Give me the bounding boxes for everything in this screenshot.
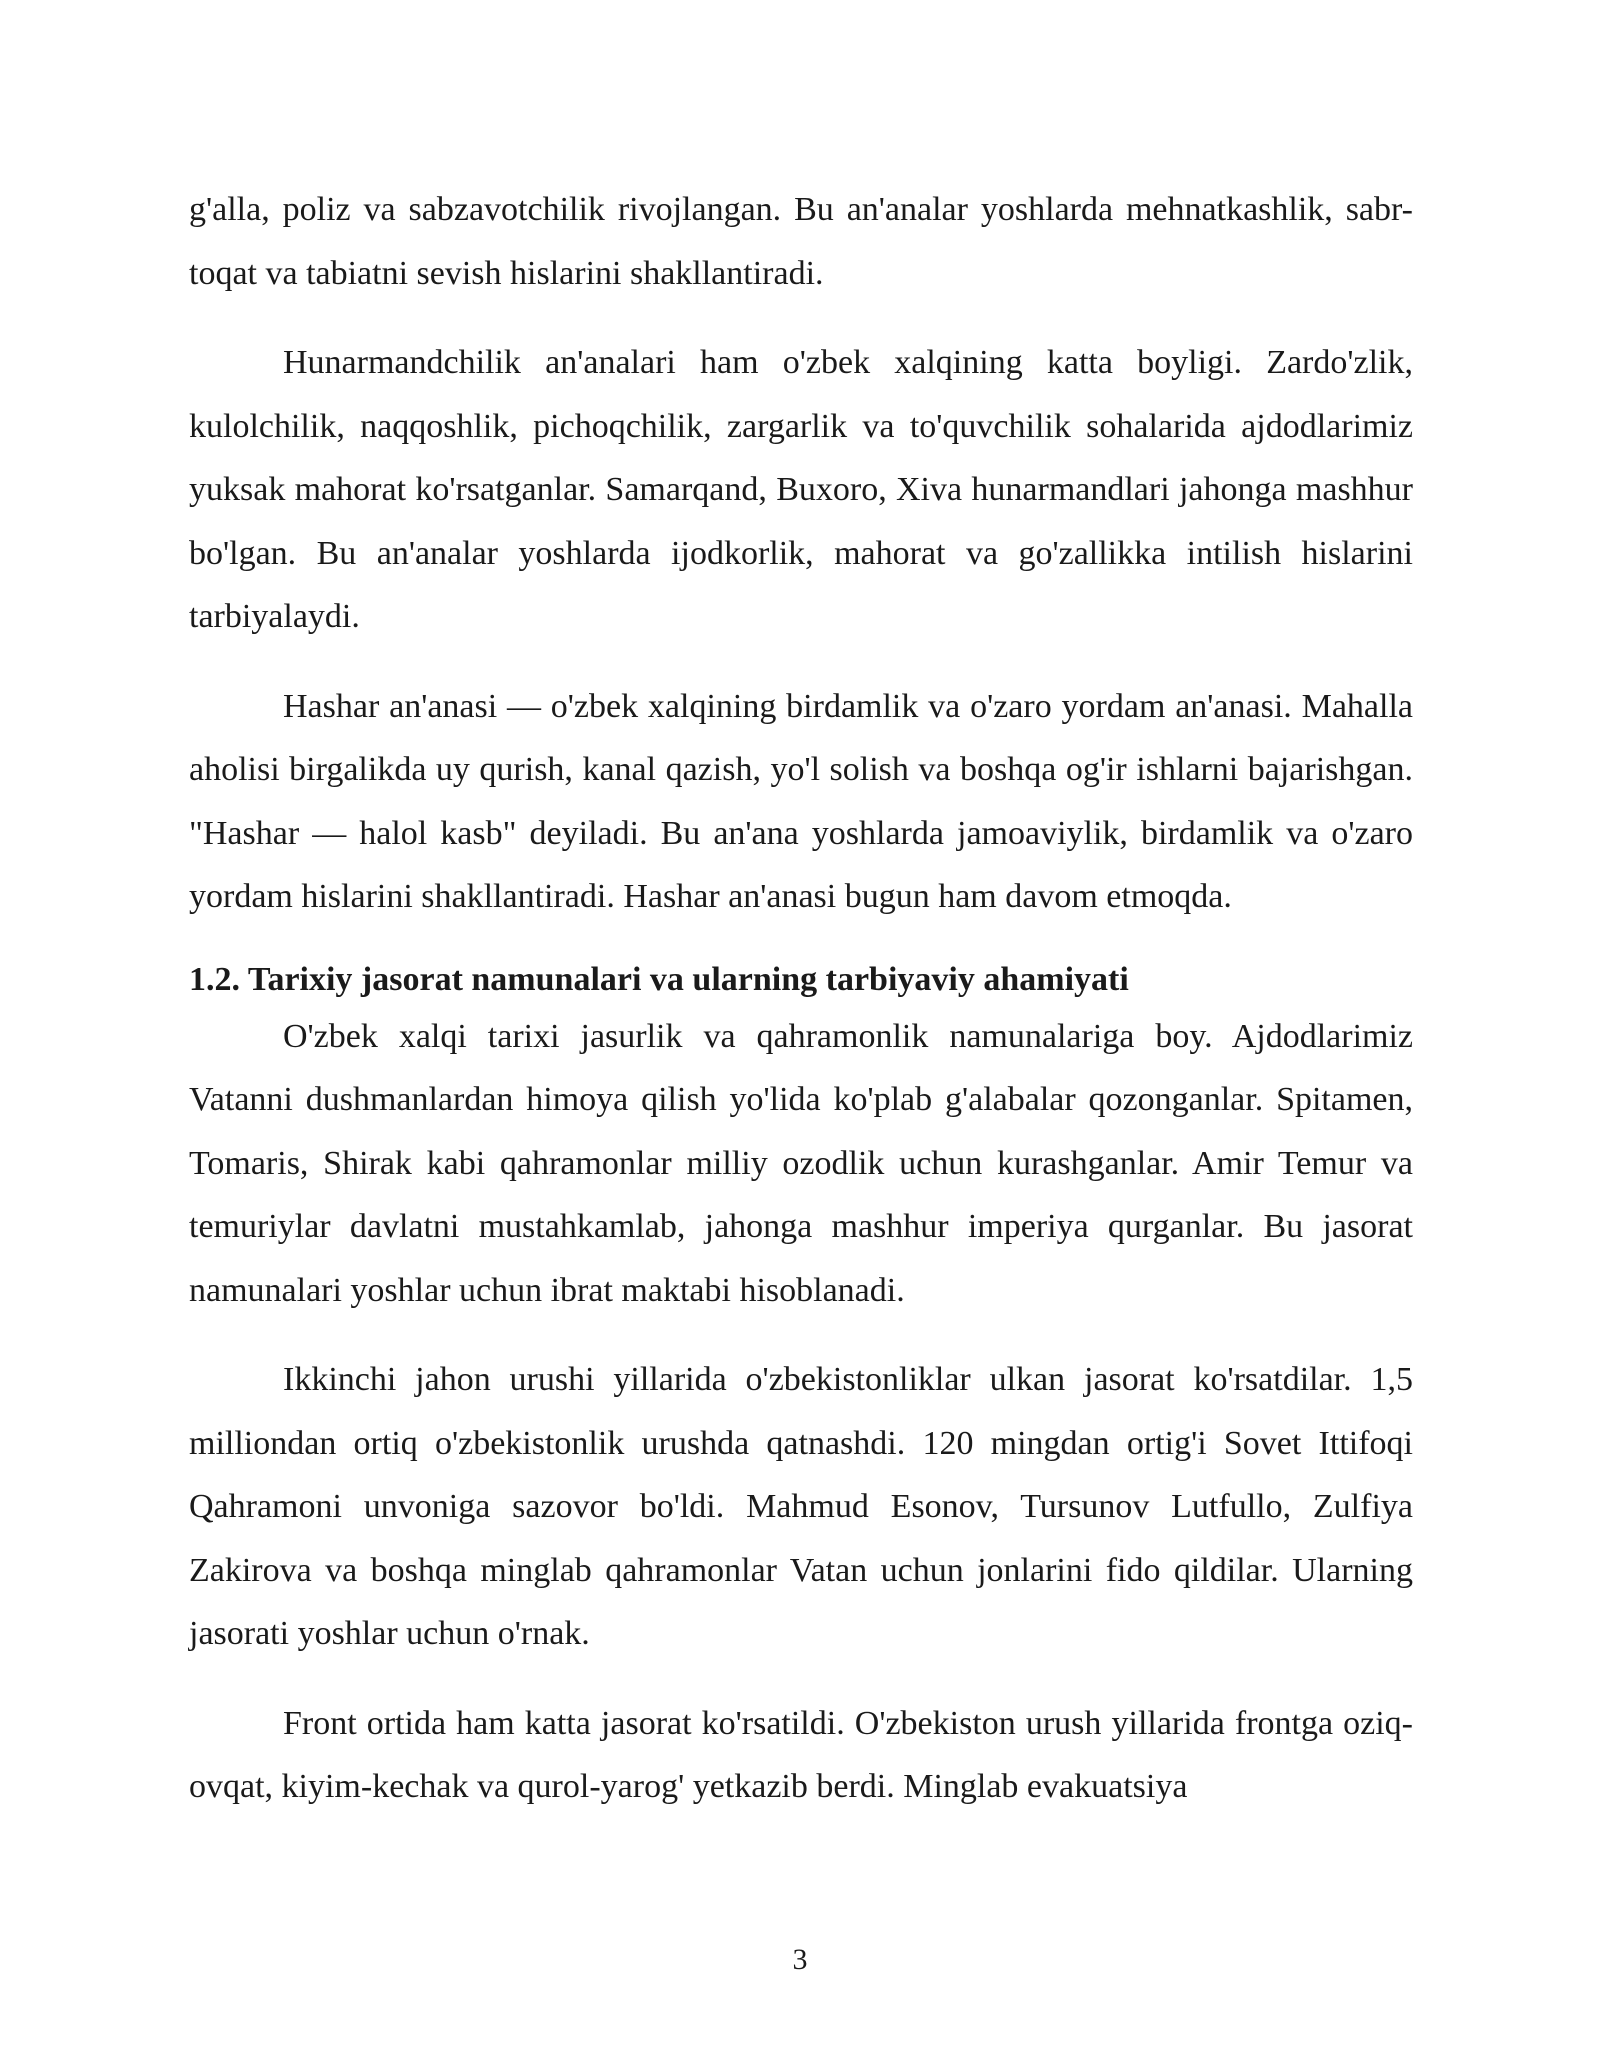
page-body bbox=[189, 178, 1413, 1845]
paragraph-continuation: g'alla, poliz va sabzavotchilik rivojlangan. Bu an'analar yoshlarda mehnatkashlik, sabr-toqat va tabiatni sevish hislarini shakllantiradi. bbox=[189, 191, 1413, 292]
page-number: 3 bbox=[792, 1943, 808, 1976]
paragraph-front-ortida: Front ortida ham katta jasorat ko'rsatildi. O'zbekiston urush yillarida frontga oziq-ovqat, kiyim-kechak va qurol-yarog' yetkazib berdi. Minglab evakuatsiya bbox=[189, 1704, 1413, 1805]
section-heading: 1.2. Tarixiy jasorat namunalari va ularning tarbiyaviy ahamiyati bbox=[189, 960, 1129, 998]
paragraph-hunarmandchilik: Hunarmandchilik an'analari ham o'zbek xalqining katta boyligi. Zardo'zlik, kulolchilik, naqqoshlik, pichoqchilik, zargarlik va to'quvchilik sohalarida ajdodlarimiz yuksak mahorat ko'rsatganlar. Samarqand, Buxoro, Xiva hunarmandlari jahonga mashhur bo'lgan. Bu an'analar yoshlarda ijodkorlik, mahorat va go'zallikka intilish hislarini tarbiyalaydi. bbox=[189, 344, 1413, 635]
paragraph-tarix: O'zbek xalqi tarixi jasurlik va qahramonlik namunalariga boy. Ajdodlarimiz Vatanni dushmanlardan himoya qilish yo'lida ko'plab g'alabalar qozonganlar. Spitamen, Tomaris, Shirak kabi qahramonlar milliy ozodlik uchun kurashganlar. Amir Temur va temuriylar davlatni mustahkamlab, jahonga mashhur imperiya qurganlar. Bu jasorat namunalari yoshlar uchun ibrat maktabi hisoblanadi. bbox=[189, 1017, 1413, 1309]
paragraph-ikkinchi-jahon-urushi: Ikkinchi jahon urushi yillarida o'zbekistonliklar ulkan jasorat ko'rsatdilar. 1,5 milliondan ortiq o'zbekistonlik urushda qatnashdi. 120 mingdan ortig'i Sovet Ittifoqi Qahramoni unvoniga sazovor bo'ldi. Mahmud Esonov, Tursunov Lutfullo, Zulfiya Zakirova va boshqa minglab qahramonlar Vatan uchun jonlarini fido qildilar. Ularning jasorati yoshlar uchun o'rnak. bbox=[189, 1361, 1413, 1652]
paragraph-hashar: Hashar an'anasi — o'zbek xalqining birdamlik va o'zaro yordam an'anasi. Mahalla aholisi birgalikda uy qurish, kanal qazish, yo'l solish va boshqa og'ir ishlarni bajarishgan. "Hashar — halol kasb" deyiladi. Bu an'ana yoshlarda jamoaviylik, birdamlik va o'zaro yordam hislarini shakllantiradi. Hashar an'anasi bugun ham davom etmoqda. bbox=[189, 687, 1413, 915]
